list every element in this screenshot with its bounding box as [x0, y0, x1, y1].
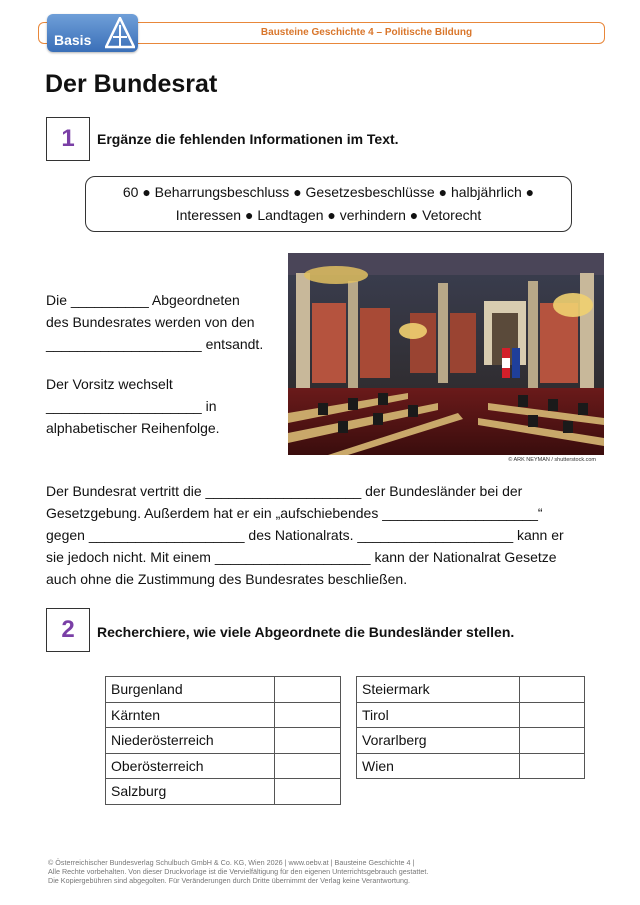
text-line: auch ohne die Zustimmung des Bundesrates beschließen. [46, 571, 408, 587]
answer-cell[interactable] [520, 702, 585, 728]
paragraph-bundesrat-role [46, 480, 564, 590]
copyright-footer [48, 858, 428, 885]
state-name: Kärnten [106, 702, 275, 728]
table-row [106, 753, 341, 779]
task-number-1: 1 [46, 117, 90, 161]
states-table-left [105, 676, 341, 805]
answer-cell[interactable] [275, 753, 341, 779]
table-row [357, 753, 585, 779]
paragraph-chair [46, 373, 220, 439]
state-name: Burgenland [106, 677, 275, 703]
task-number-2: 2 [46, 608, 90, 652]
state-name: Oberösterreich [106, 753, 275, 779]
table-row [106, 728, 341, 754]
text-line: Der Vorsitz wechselt [46, 376, 173, 392]
footer-line: Die Kopiergebühren sind abgegolten. Für Veränderungen durch Dritte übernimmt der Verlag keine Verantwortung. [48, 876, 410, 885]
text-line: ____________________ in [46, 398, 217, 414]
word-bank [85, 176, 572, 232]
text-line: Der Bundesrat vertritt die ____________________ der Bundesländer bei der [46, 483, 523, 499]
text-line: gegen ____________________ des Nationalrats. ____________________ kann er [46, 527, 564, 543]
word-bank-line-2: Interessen ● Landtagen ● verhindern ● Vetorecht [175, 207, 482, 223]
page-title: Der Bundesrat [45, 70, 218, 98]
state-name: Vorarlberg [357, 728, 520, 754]
answer-cell[interactable] [520, 753, 585, 779]
table-row [357, 677, 585, 703]
state-name: Steiermark [357, 677, 520, 703]
word-bank-line-1: 60 ● Beharrungsbeschluss ● Gesetzesbeschlüsse ● halbjährlich ● [122, 184, 535, 200]
text-line: Gesetzgebung. Außerdem hat er ein „aufschiebendes ____________________“ [46, 505, 543, 521]
paragraph-members [46, 289, 263, 355]
task-2-instruction: Recherchiere, wie viele Abgeordnete die Bundesländer stellen. [97, 624, 515, 640]
text-line: Die __________ Abgeordneten [46, 292, 240, 308]
task-1-instruction: Ergänze die fehlenden Informationen im Text. [97, 131, 399, 147]
table-row [106, 677, 341, 703]
state-name: Tirol [357, 702, 520, 728]
table-row [357, 702, 585, 728]
series-title: Bausteine Geschichte 4 – Politische Bildung [260, 27, 473, 38]
table-row [106, 702, 341, 728]
answer-cell[interactable] [275, 728, 341, 754]
basis-logo [47, 14, 138, 52]
triangle-logo-icon [105, 17, 135, 49]
logo-text: Basis [54, 32, 92, 48]
states-table-right [356, 676, 585, 779]
state-name: Salzburg [106, 779, 275, 805]
footer-line: Alle Rechte vorbehalten. Von dieser Druckvorlage ist die Vervielfältigung für den eigenen Unterrichtsgebrauch gestattet. [48, 867, 429, 876]
answer-cell[interactable] [520, 677, 585, 703]
bundesrat-chamber-photo [288, 253, 604, 455]
state-name: Wien [357, 753, 520, 779]
answer-cell[interactable] [520, 728, 585, 754]
text-line: des Bundesrates werden von den [46, 314, 255, 330]
answer-cell[interactable] [275, 702, 341, 728]
text-line: alphabetischer Reihenfolge. [46, 420, 220, 436]
table-row [357, 728, 585, 754]
answer-cell[interactable] [275, 677, 341, 703]
text-line: sie jedoch nicht. Mit einem ____________________ kann der Nationalrat Gesetze [46, 549, 557, 565]
photo-credit: © ARK NEYMAN / shutterstock.com [508, 457, 596, 463]
text-line: ____________________ entsandt. [46, 336, 264, 352]
answer-cell[interactable] [275, 779, 341, 805]
table-row [106, 779, 341, 805]
footer-line: © Österreichischer Bundesverlag Schulbuch GmbH & Co. KG, Wien 2026 | www.oebv.at | Bausteine Geschichte 4 | [48, 858, 415, 867]
state-name: Niederösterreich [106, 728, 275, 754]
